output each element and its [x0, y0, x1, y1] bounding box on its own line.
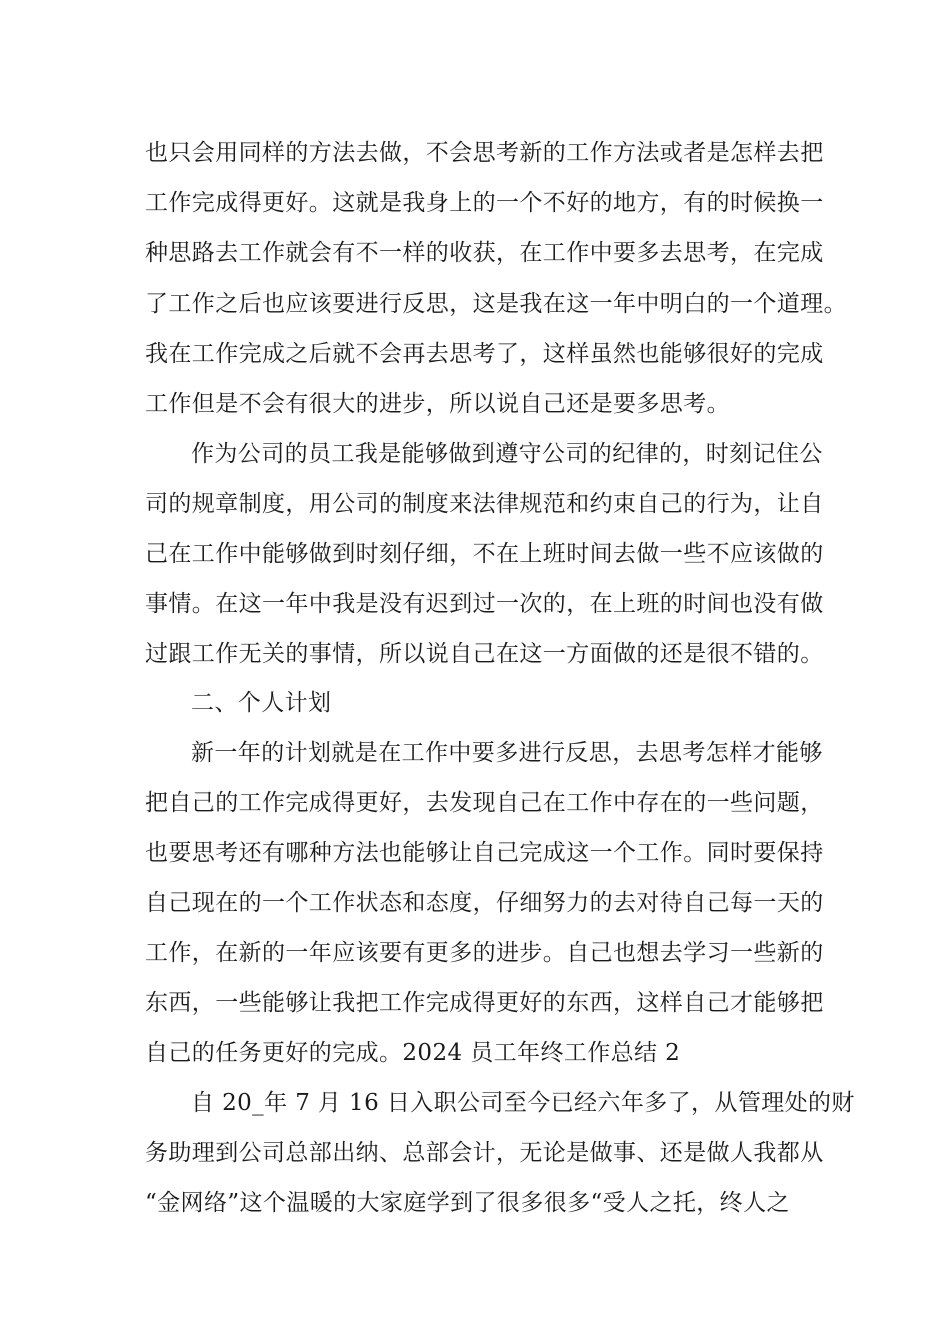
text-line: 种思路去工作就会有不一样的收获，在工作中要多去思考，在完成: [145, 240, 824, 266]
text-line: 工作完成得更好。这就是我身上的一个不好的地方，有的时候换一: [145, 190, 824, 216]
text-line: “金网络”这个温暖的大家庭学到了很多很多“受人之托，终人之: [145, 1190, 790, 1216]
paragraph-first-line: 作为公司的员工我是能够做到遵守公司的纪律的，时刻记住公: [191, 441, 823, 467]
text-line: 己在工作中能够做到时刻仔细，不在上班时间去做一些不应该做的: [145, 541, 824, 567]
section-heading: 二、个人计划: [191, 690, 332, 716]
text-line: 工作但是不会有很大的进步，所以说自己还是要多思考。: [145, 391, 730, 417]
paragraph-first-line: 自 20_年 7 月 16 日入职公司至今已经六年多了，从管理处的财: [191, 1090, 855, 1116]
text-line: 务助理到公司总部出纳、总部会计，无论是做事、还是做人我都从: [145, 1140, 824, 1166]
text-line: 司的规章制度，用公司的制度来法律规范和约束自己的行为，让自: [145, 491, 824, 517]
text-line: 也要思考还有哪种方法也能够让自己完成这一个工作。同时要保持: [145, 840, 824, 866]
text-line: 自己现在的一个工作状态和态度，仔细努力的去对待自己每一天的: [145, 890, 824, 916]
text-line: 了工作之后也应该要进行反思，这是我在这一年中明白的一个道理。: [145, 291, 847, 317]
text-line: 东西，一些能够让我把工作完成得更好的东西，这样自己才能够把: [145, 990, 824, 1016]
text-line: 我在工作完成之后就不会再去思考了，这样虽然也能够很好的完成: [145, 341, 824, 367]
paragraph-first-line: 新一年的计划就是在工作中要多进行反思，去思考怎样才能够: [191, 740, 823, 766]
text-line: 也只会用同样的方法去做，不会思考新的工作方法或者是怎样去把: [145, 140, 824, 166]
text-line: 工作，在新的一年应该要有更多的进步。自己也想去学习一些新的: [145, 940, 824, 966]
text-line: 把自己的工作完成得更好，去发现自己在工作中存在的一些问题，: [145, 790, 824, 816]
text-line: 过跟工作无关的事情，所以说自己在这一方面做的还是很不错的。: [145, 641, 824, 667]
text-line: 事情。在这一年中我是没有迟到过一次的，在上班的时间也没有做: [145, 591, 824, 617]
text-line: 自己的任务更好的完成。2024 员工年终工作总结 2: [145, 1040, 681, 1066]
